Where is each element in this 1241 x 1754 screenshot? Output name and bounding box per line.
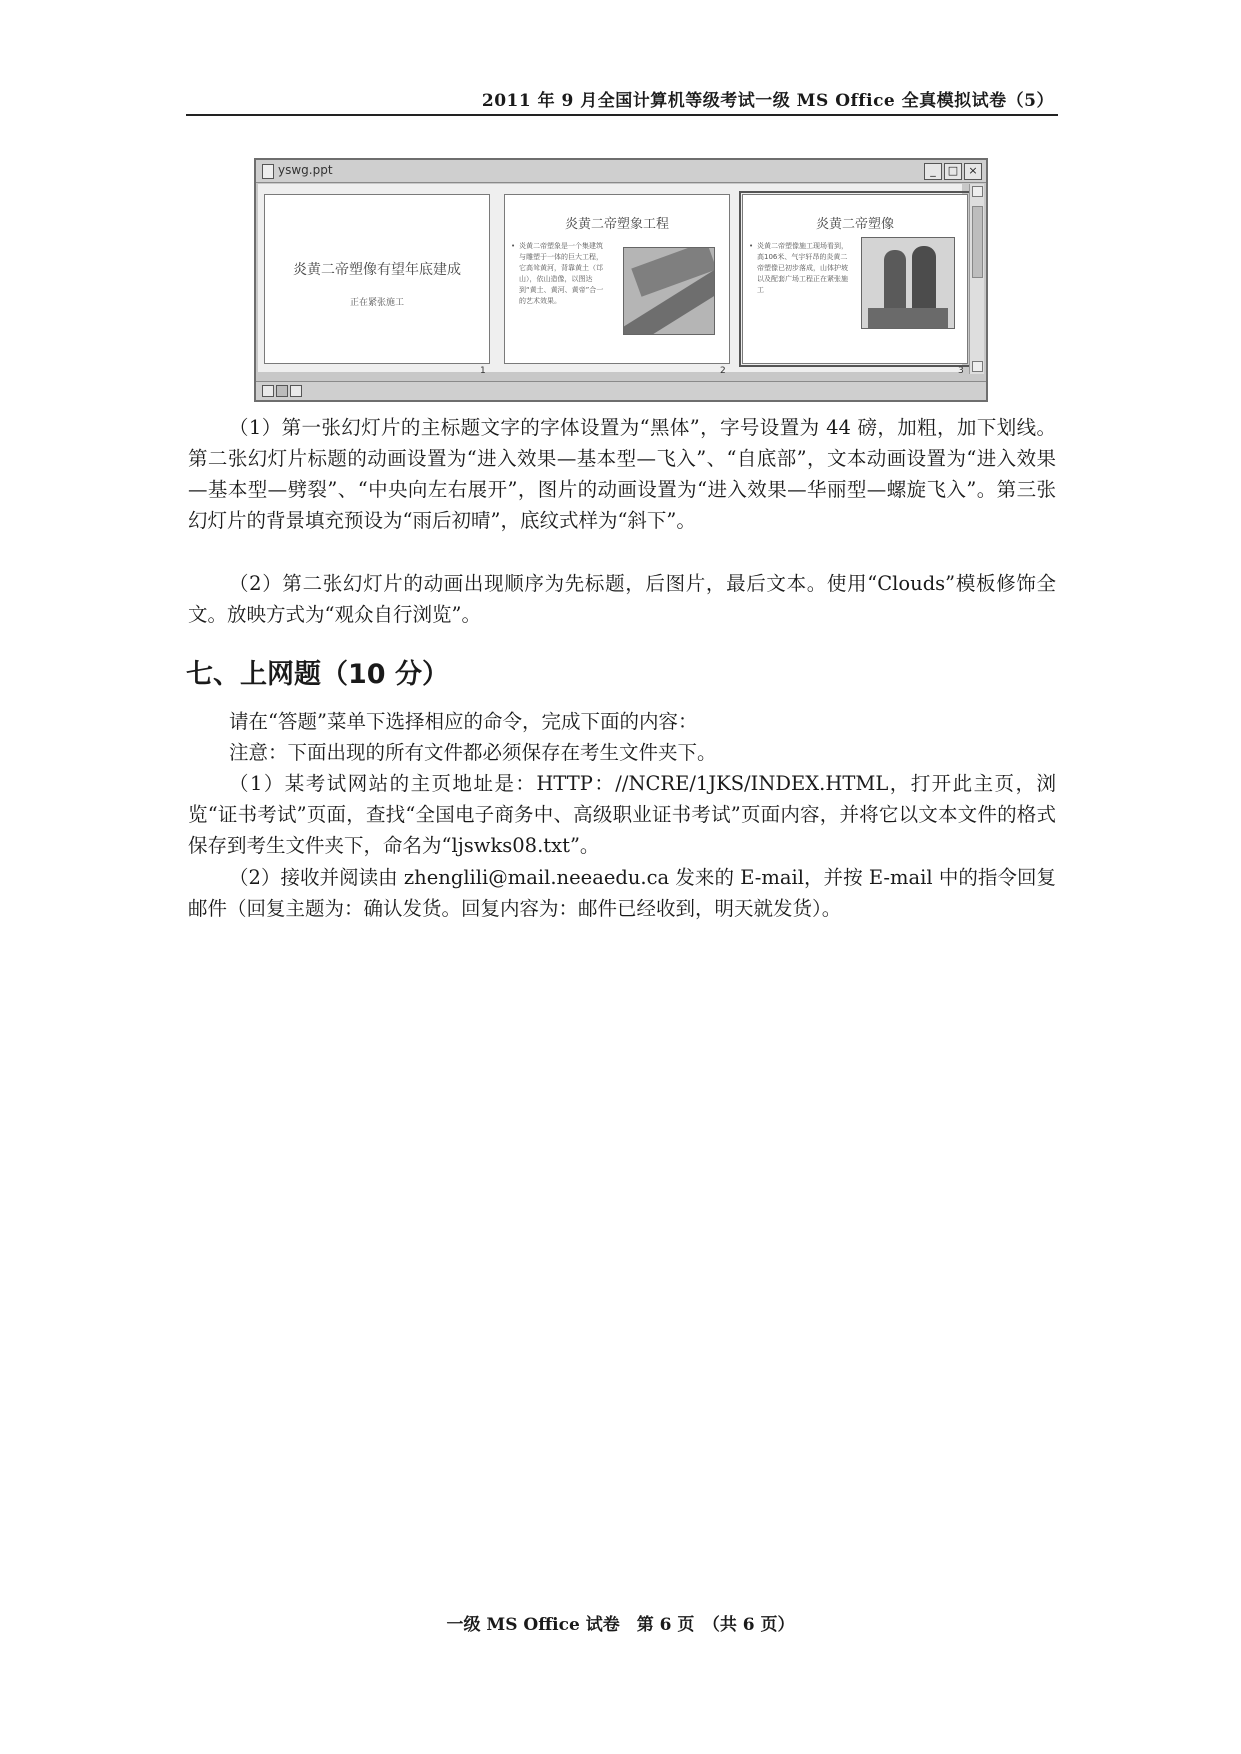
ppt-question-1: （1）第一张幻灯片的主标题文字的字体设置为“黑体”，字号设置为 44 磅，加粗，加下划线。第二张幻灯片标题的动画设置为“进入效果—基本型—飞入”、“自底部”，文本动画设置为“进入效果—基本型—劈裂”、“中央向左右展开”，图片的动画设置为“进入效果—华丽型—螺旋飞入”。第三张幻灯片的背景填充预设为“雨后初晴”，底纹式样为“斜下”。 <box>188 416 1056 532</box>
slide-body-text <box>749 241 853 296</box>
slide-number: 3 <box>958 366 964 376</box>
internet-question-1: （1）某考试网站的主页地址是：HTTP：//NCRE/1JKS/INDEX.HTML，打开此主页，浏览“证书考试”页面，查找“全国电子商务中、高级职业证书考试”页面内容，并将它以文本文件的格式保存到考生文件夹下，命名为“ljswks08.txt”。 <box>188 772 1056 857</box>
section-intro: 请在“答题”菜单下选择相应的命令，完成下面的内容： <box>229 710 698 733</box>
slide-title: 炎黄二帝塑像 <box>815 217 894 232</box>
header-rule <box>186 114 1058 116</box>
slide-thumbnail-1[interactable] <box>264 194 490 364</box>
ppt-document-icon <box>262 164 274 179</box>
slide-sorter-pane <box>258 184 964 376</box>
slide-number: 2 <box>720 366 726 376</box>
slide-thumbnail-3[interactable] <box>742 194 968 364</box>
scroll-down-icon[interactable] <box>972 361 983 372</box>
section-note: 注意：下面出现的所有文件都必须保存在考生文件夹下。 <box>229 741 717 764</box>
statue-base <box>868 308 948 328</box>
statue-photo[interactable] <box>861 237 955 329</box>
normal-view-icon[interactable] <box>262 385 274 397</box>
running-header: 2011 年 9 月全国计算机等级考试一级 MS Office 全真模拟试卷（5） <box>481 91 1054 111</box>
bullet-icon: • <box>749 242 754 250</box>
scroll-up-icon[interactable] <box>972 186 983 197</box>
statue-head-right <box>912 246 936 314</box>
scroll-thumb[interactable] <box>972 206 983 278</box>
slide-sorter-view-icon[interactable] <box>276 385 288 397</box>
construction-photo[interactable] <box>623 247 715 335</box>
slide-sorter-window <box>254 158 988 402</box>
slideshow-view-icon[interactable] <box>290 385 302 397</box>
slide-body: 炎黄二帝塑像施工现场看到，高106米、气宇轩昂的炎黄二帝塑像已初步落成，山体护坡以及配套广场工程正在紧张施工 <box>757 242 848 294</box>
window-title: yswg.ppt <box>278 163 333 177</box>
window-titlebar <box>256 160 986 183</box>
view-toolbar <box>256 381 986 400</box>
maximize-icon[interactable]: □ <box>944 163 962 180</box>
slide-thumbnail-2[interactable] <box>504 194 730 364</box>
slide-body: 炎黄二帝塑象是一个集建筑与雕塑于一体的巨大工程，它高耸黄河，背靠黄土（邙山），依山造像，以图达到“黄土、黄河、黄帝”合一的艺术效果。 <box>519 242 604 305</box>
slide-title: 炎黄二帝塑像有望年底建成 <box>293 262 461 278</box>
ppt-question-2: （2）第二张幻灯片的动画出现顺序为先标题，后图片，最后文本。使用“Clouds”模板修饰全文。放映方式为“观众自行浏览”。 <box>188 572 1056 626</box>
internet-question-2: （2）接收并阅读由 zhenglili@mail.neeaedu.ca 发来的 E-mail，并按 E-mail 中的指令回复邮件（回复主题为：确认发货。回复内容为：邮件已经收到，明天就发货）。 <box>188 866 1056 920</box>
statue-head-left <box>884 250 906 312</box>
slide-title: 炎黄二帝塑象工程 <box>564 217 669 232</box>
vertical-scrollbar[interactable] <box>969 184 984 374</box>
slide-number: 1 <box>480 366 486 376</box>
bullet-icon: • <box>511 242 516 250</box>
page-footer: 一级 MS Office 试卷 第 6 页 （共 6 页） <box>446 1615 795 1635</box>
minimize-icon[interactable]: _ <box>924 163 942 180</box>
slide-body-text <box>511 241 605 307</box>
slide-subtitle: 正在紧张施工 <box>349 298 404 308</box>
close-icon[interactable]: × <box>964 163 982 180</box>
section-heading: 七、上网题（10 分） <box>186 659 449 690</box>
